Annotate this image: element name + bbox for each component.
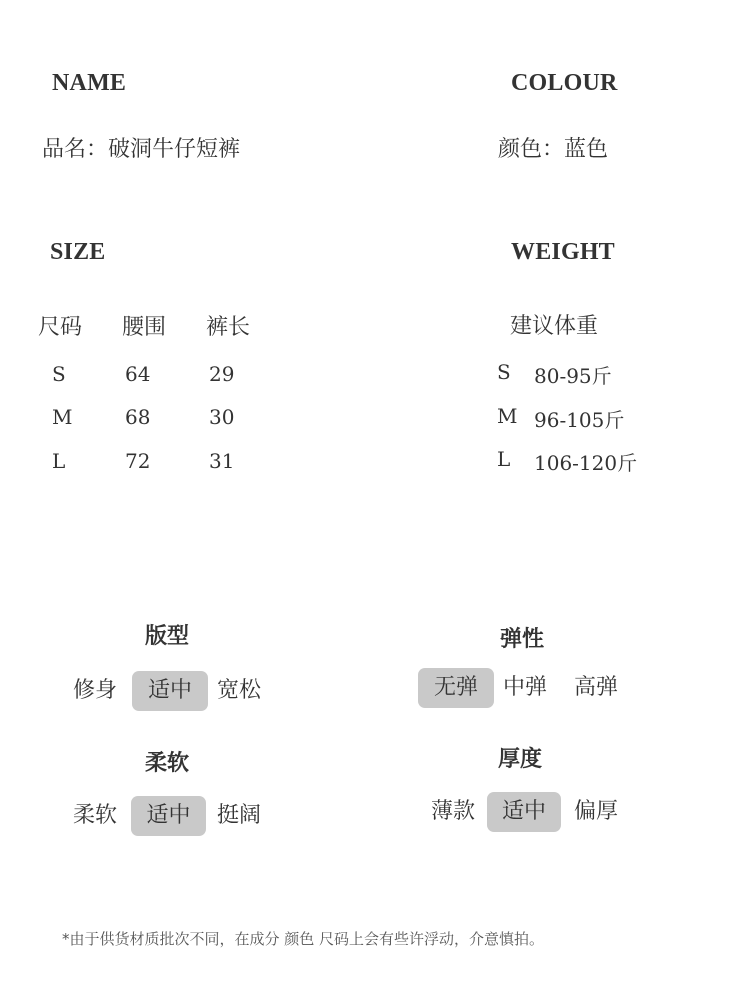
waist-cell: 64 — [125, 362, 151, 386]
waist-col-header: 腰围 — [122, 315, 167, 340]
fit-option-slim: 修身 — [72, 678, 117, 703]
size-cell: M — [52, 405, 73, 429]
thickness-option-thin: 薄款 — [430, 799, 475, 824]
weight-size-cell: M — [497, 404, 518, 428]
fit-option-regular: 适中 — [132, 671, 208, 711]
weight-size-cell: L — [497, 447, 511, 471]
fit-option-loose: 宽松 — [216, 678, 261, 703]
disclaimer-note: *由于供货材质批次不同，在成分 颜色 尺码上会有些许浮动，介意慎拍。 — [62, 930, 545, 948]
thickness-option-thick: 偏厚 — [573, 799, 618, 824]
size-col-header: 尺码 — [38, 315, 83, 340]
fit-title: 版型 — [145, 624, 190, 649]
elasticity-option-none: 无弹 — [418, 668, 494, 708]
length-cell: 30 — [209, 405, 235, 429]
length-cell: 31 — [209, 449, 235, 473]
product-colour: 颜色：蓝色 — [498, 137, 609, 162]
colour-heading: COLOUR — [511, 70, 618, 96]
weight-size-cell: S — [497, 360, 511, 384]
weight-range-cell: 106-120斤 — [534, 451, 638, 475]
softness-option-regular: 适中 — [131, 796, 206, 836]
weight-range-cell: 80-95斤 — [534, 364, 612, 388]
thickness-title: 厚度 — [498, 747, 543, 772]
weight-range-cell: 96-105斤 — [534, 408, 625, 432]
name-heading: NAME — [52, 70, 127, 96]
thickness-option-regular: 适中 — [487, 792, 561, 832]
waist-cell: 68 — [125, 405, 151, 429]
elasticity-title: 弹性 — [500, 627, 545, 652]
weight-subtitle: 建议体重 — [510, 314, 599, 339]
length-col-header: 裤长 — [206, 315, 251, 340]
softness-option-stiff: 挺阔 — [216, 803, 261, 828]
size-cell: S — [52, 362, 66, 386]
softness-option-soft: 柔软 — [72, 803, 117, 828]
weight-heading: WEIGHT — [511, 239, 615, 265]
softness-title: 柔软 — [145, 751, 190, 776]
length-cell: 29 — [209, 362, 235, 386]
elasticity-option-high: 高弹 — [573, 675, 618, 700]
product-name: 品名：破洞牛仔短裤 — [42, 137, 241, 162]
waist-cell: 72 — [125, 449, 151, 473]
size-heading: SIZE — [50, 239, 106, 265]
elasticity-option-medium: 中弹 — [502, 675, 547, 700]
size-cell: L — [52, 449, 66, 473]
